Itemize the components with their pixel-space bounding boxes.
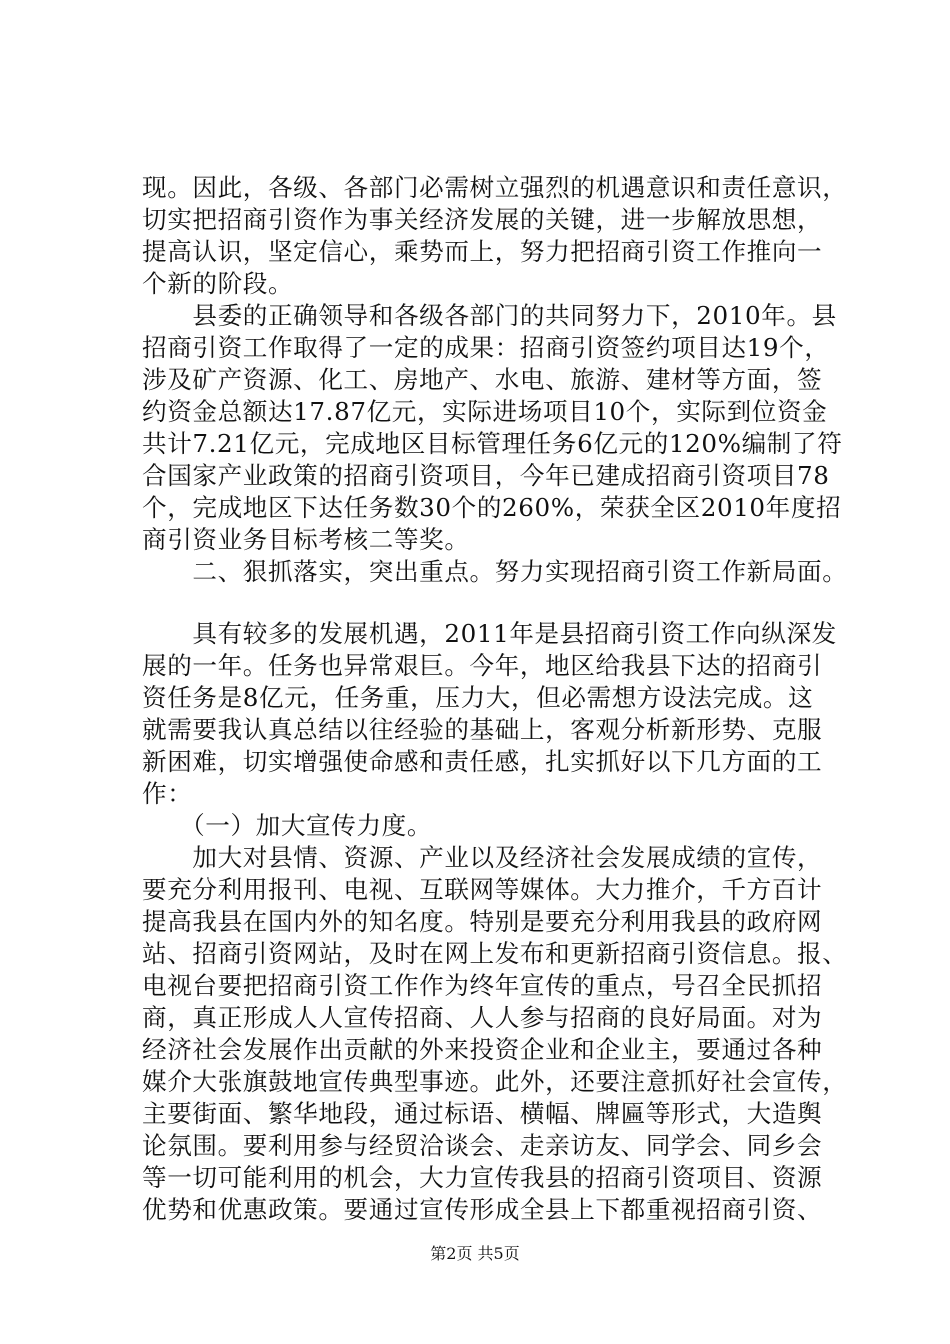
document-body xyxy=(142,172,848,1226)
text-line: 具有较多的发展机遇，2011年是县招商引资工作向纵深发 xyxy=(142,619,837,648)
text-line: 共计7.21亿元，完成地区目标管理任务6亿元的120%编制了符 xyxy=(142,429,843,458)
text-line: 合国家产业政策的招商引资项目，今年已建成招商引资项目78 xyxy=(142,461,830,490)
section-heading: 二、狠抓落实，突出重点。努力实现招商引资工作新局面。 xyxy=(142,557,848,586)
text-line: 商引资业务目标考核二等奖。 xyxy=(142,525,470,554)
text-line: 加大对县情、资源、产业以及经济社会发展成绩的宣传， xyxy=(142,843,823,872)
text-line: 县委的正确领导和各级各部门的共同努力下，2010年。县 xyxy=(142,301,837,330)
text-line: 个新的阶段。 xyxy=(142,269,294,298)
text-line: 电视台要把招商引资工作作为终年宣传的重点，号召全民抓招 xyxy=(142,971,823,1000)
text-line: 展的一年。任务也异常艰巨。今年，地区给我县下达的招商引 xyxy=(142,651,823,680)
text-line: 切实把招商引资作为事关经济发展的关键，进一步解放思想， xyxy=(142,205,823,234)
text-line: 现。因此，各级、各部门必需树立强烈的机遇意识和责任意识， xyxy=(142,173,848,202)
text-line: 论氛围。要利用参与经贸洽谈会、走亲访友、同学会、同乡会 xyxy=(142,1131,823,1160)
text-line: 等一切可能利用的机会，大力宣传我县的招商引资项目、资源 xyxy=(142,1163,823,1192)
text-line: 优势和优惠政策。要通过宣传形成全县上下都重视招商引资、 xyxy=(142,1195,823,1224)
text-line: 要充分利用报刊、电视、互联网等媒体。大力推介，千方百计 xyxy=(142,875,823,904)
paragraph-gap xyxy=(142,588,832,618)
text-line: 招商引资工作取得了一定的成果：招商引资签约项目达19个， xyxy=(142,333,830,362)
page-number-footer: 第2页 共5页 xyxy=(430,1244,520,1263)
text-line: 经济社会发展作出贡献的外来投资企业和企业主，要通过各种 xyxy=(142,1035,823,1064)
text-line: 提高我县在国内外的知名度。特别是要充分利用我县的政府网 xyxy=(142,907,823,936)
text-line: 媒介大张旗鼓地宣传典型事迹。此外，还要注意抓好社会宣传， xyxy=(142,1067,848,1096)
text-line: 作： xyxy=(142,779,193,808)
text-line: 约资金总额达17.87亿元，实际进场项目10个，实际到位资金 xyxy=(142,397,828,426)
text-line: 新困难，切实增强使命感和责任感，扎实抓好以下几方面的工 xyxy=(142,747,823,776)
text-line: 主要街面、繁华地段，通过标语、横幅、牌匾等形式，大造舆 xyxy=(142,1099,823,1128)
text-line: 资任务是8亿元，任务重，压力大，但必需想方设法完成。这 xyxy=(142,683,814,712)
text-line: 提高认识，坚定信心，乘势而上，努力把招商引资工作推向一 xyxy=(142,237,823,266)
text-line: 涉及矿产资源、化工、房地产、水电、旅游、建材等方面，签 xyxy=(142,365,823,394)
text-line: 个，完成地区下达任务数30个的260%，荣获全区2010年度招 xyxy=(142,493,842,522)
subsection-heading: （一）加大宣传力度。 xyxy=(142,811,433,840)
text-line: 站、招商引资网站，及时在网上发布和更新招商引资信息。报、 xyxy=(142,939,848,968)
text-line: 就需要我认真总结以往经验的基础上，客观分析新形势、克服 xyxy=(142,715,823,744)
text-line: 商，真正形成人人宣传招商、人人参与招商的良好局面。对为 xyxy=(142,1003,823,1032)
